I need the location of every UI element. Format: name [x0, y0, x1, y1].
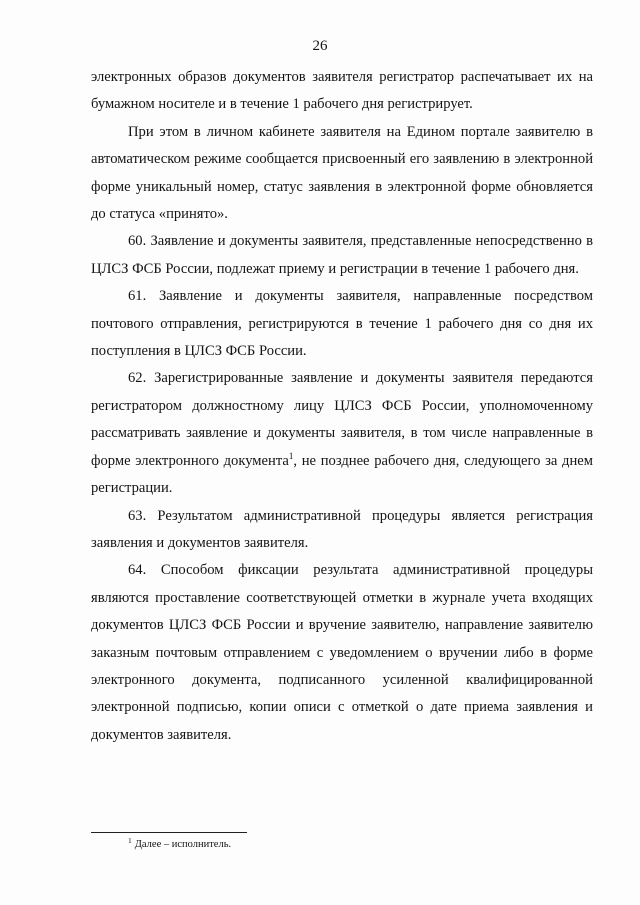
footnote-text: Далее – исполнитель.	[134, 839, 232, 850]
page-number: 26	[312, 38, 328, 54]
paragraph-63: 63. Результатом административной процедуры является регистрация заявления и документов заявителя.	[91, 507, 593, 551]
footnote-separator	[91, 832, 247, 833]
document-body	[91, 64, 593, 749]
paragraph-62-text-before-footnote: 62. Зарегистрированные заявление и документы заявителя передаются регистратором должностному лицу ЦЛСЗ ФСБ России, уполномоченному рассматривать заявление и документы заявителя, в том числе направленные в форме электронного документа	[91, 370, 593, 469]
paragraph-62-text-after-footnote: , не позднее рабочего дня, следующего за днем регистрации.	[91, 452, 594, 497]
paragraph-64: 64. Способом фиксации результата административной процедуры являются проставление соответствующей отметки в журнале учета входящих документов ЦЛСЗ ФСБ России и вручение заявителю, направление заявителю заказным почтовым отправлением с уведомлением о вручении либо в форме электронного документа, подписанного усиленной квалифицированной электронной подписью, копии описи с отметкой о дате приема заявления и документов заявителя.	[91, 562, 593, 743]
paragraph-60: 60. Заявление и документы заявителя, представленные непосредственно в ЦЛСЗ ФСБ России, подлежат приему и регистрации в течение 1 рабочего дня.	[91, 233, 593, 277]
paragraph-continuation: электронных образов документов заявителя регистратор распечатывает их на бумажном носителе и в течение 1 рабочего дня регистрирует.	[91, 69, 593, 113]
paragraph-62	[91, 365, 593, 502]
footnote-mark: 1	[128, 835, 132, 845]
paragraph-personal-account: При этом в личном кабинете заявителя на Едином портале заявителю в автоматическом режиме сообщается присвоенный его заявлению в электронной форме уникальный номер, статус заявления в электронной форме обновляется до статуса «принято».	[91, 123, 593, 223]
paragraph-61: 61. Заявление и документы заявителя, направленные посредством почтового отправления, регистрируются в течение 1 рабочего дня со дня их поступления в ЦЛСЗ ФСБ России.	[91, 288, 593, 360]
footnote-reference: 1	[288, 450, 294, 461]
footnote	[128, 835, 232, 852]
